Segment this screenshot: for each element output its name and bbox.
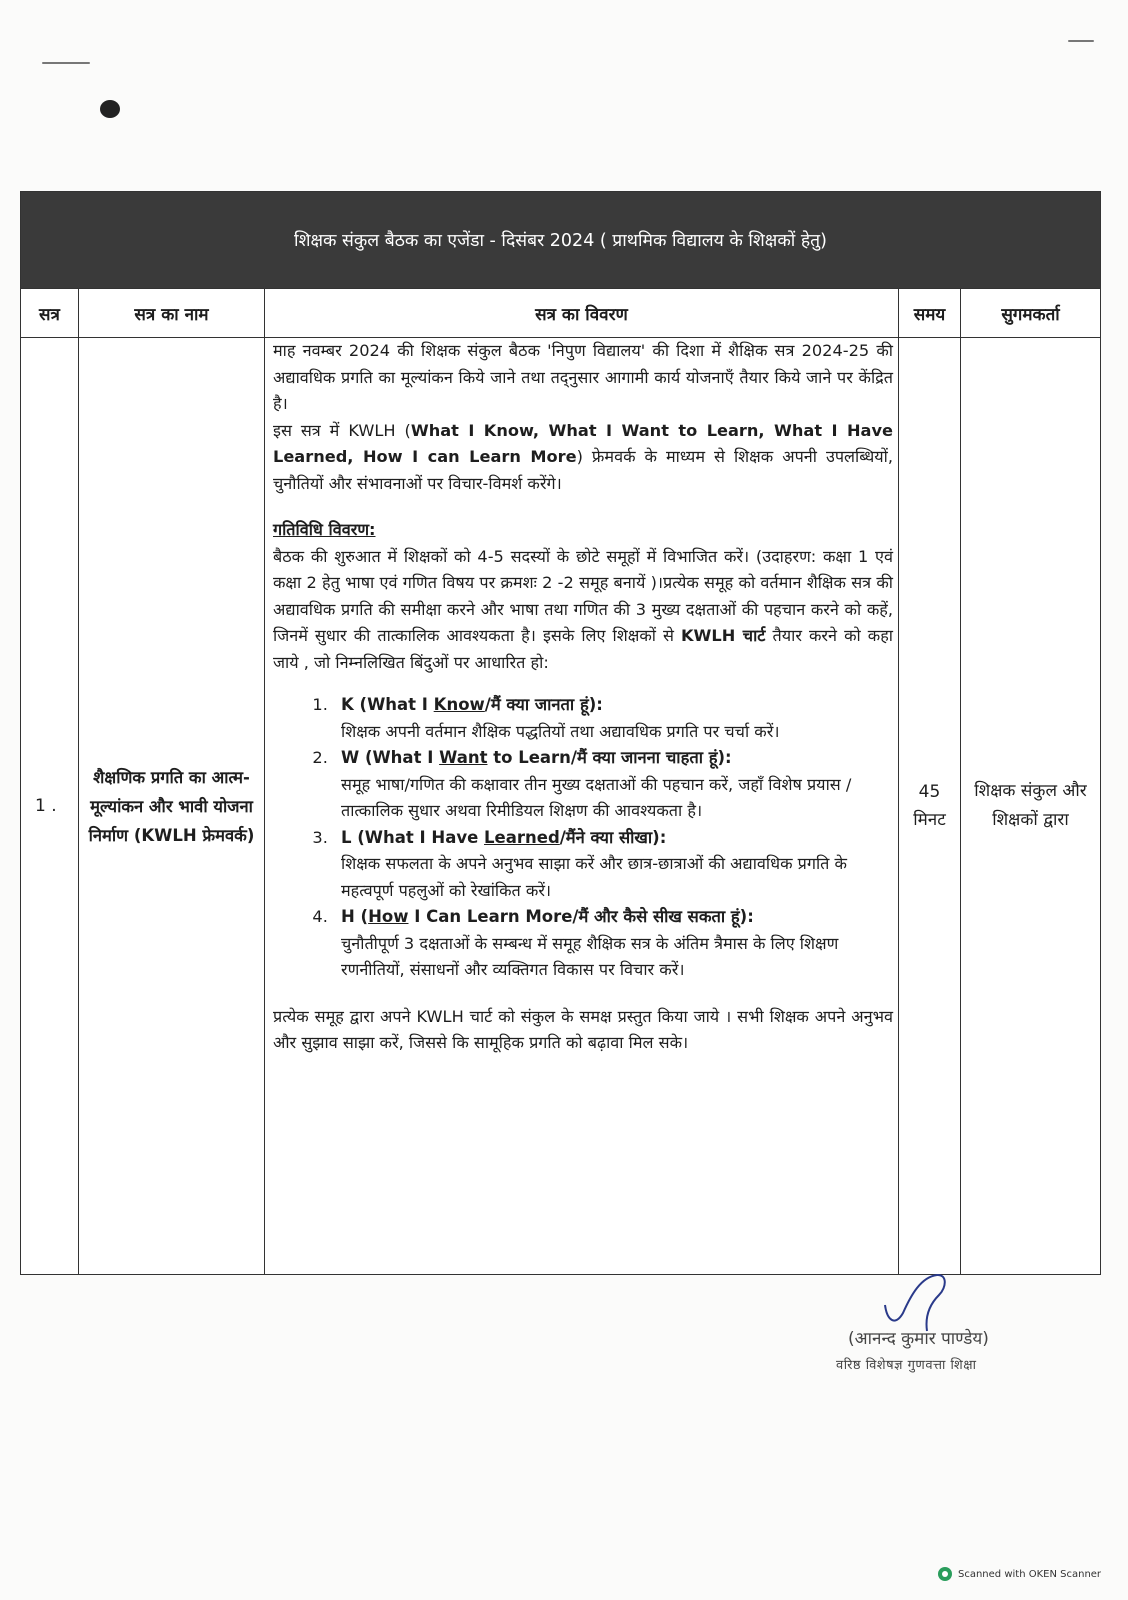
activity-bold: KWLH चार्ट [681, 626, 766, 645]
item-head-rest: to Learn/मैं क्या जानना चाहता हूं): [487, 748, 732, 767]
scan-mark [1068, 40, 1094, 42]
time-unit: मिनट [913, 810, 946, 830]
scanner-logo-icon [938, 1567, 952, 1581]
item-head: L (What I Have [341, 827, 485, 847]
activity-pre: बैठक की शुरुआत में शिक्षकों को 4-5 सदस्यों के छोटे समूहों में विभाजित करें। (उदाहरण: कक्षा 1 एवं कक्षा 2 हेतु भाषा एवं गणित विषय पर क्रमशः 2 -2 समूह बनायें )।प्रत्येक समूह को वर्तमान शैक्षिक सत्र की अद्यावधिक प्रगति की समीक्षा करने और भाषा तथा गणित की 3 मुख्य दक्षताओं की पहचान करने को कहें, जिनमें सुधार की तात्कालिक आवश्यकता है। इसके लिए शिक्षकों से [273, 546, 893, 645]
item-body: चुनौतीपूर्ण 3 दक्षताओं के सम्बन्ध में समूह शैक्षिक सत्र के अंतिम त्रैमास के लिए शिक्षण रणनीतियों, संसाधनों और व्यक्तिगत विकास पर विचार करें। [341, 933, 839, 979]
item-head-underline: Know [433, 695, 485, 714]
list-item [333, 825, 893, 905]
item-head-rest: /मैंने क्या सीखा): [559, 827, 667, 847]
header-facilitator: सुगमकर्ता [961, 289, 1101, 338]
detail-kwlh [273, 418, 893, 498]
session-detail [265, 338, 899, 1275]
item-head-underline: Want [439, 748, 488, 767]
signatory-name: (आनन्द कुमार पाण्डेय) [848, 1329, 989, 1349]
agenda-title: शिक्षक संकुल बैठक का एजेंडा - दिसंबर 2024 ( प्राथमिक विद्यालय के शिक्षकों हेतु) [21, 192, 1101, 289]
time-value: 45 [918, 782, 941, 802]
kwlh-post: ) फ्रेमवर्क के माध्यम से शिक्षक अपनी उपलब्धियों, चुनौतियों और संभावनाओं पर विचार-विमर्श करेंगे। [273, 447, 893, 493]
session-time [899, 338, 961, 1275]
activity-heading: गतिविधि विवरण: [273, 520, 376, 539]
activity-post: तैयार करने को कहा जाये , जो निम्नलिखित बिंदुओं पर आधारित हो: [273, 626, 893, 672]
header-session: सत्र [21, 289, 79, 338]
item-head-rest: I Can Learn More/मैं और कैसे सीख सकता हूं): [408, 907, 754, 926]
signatory-designation: वरिष्ठ विशेषज्ञ गुणवत्ता शिक्षा [836, 1358, 977, 1373]
activity-text [273, 544, 893, 677]
item-head-underline: How [368, 907, 409, 926]
item-head: K (What I [341, 695, 434, 714]
item-body: समूह भाषा/गणित की कक्षावार तीन मुख्य दक्षताओं की पहचान करें, जहाँ विशेष प्रयास /तात्कालिक सुधार अथवा रिमीडियल शिक्षण की आवश्यकता है। [341, 774, 852, 820]
header-time: समय [899, 289, 961, 338]
header-session-detail: सत्र का विवरण [265, 289, 899, 338]
list-item [333, 692, 893, 745]
scan-mark [42, 62, 90, 64]
scan-speck [100, 100, 120, 118]
scanner-watermark [938, 1567, 1101, 1581]
session-number: 1 . [21, 338, 79, 1275]
scanner-text: Scanned with OKEN Scanner [958, 1568, 1102, 1580]
list-item [333, 745, 893, 825]
item-body: शिक्षक अपनी वर्तमान शैक्षिक पद्धतियों तथा अद्यावधिक प्रगति पर चर्चा करें। [341, 721, 780, 741]
item-head: H ( [341, 907, 369, 926]
list-item [333, 904, 893, 984]
item-body: शिक्षक सफलता के अपने अनुभव साझा करें और छात्र-छात्राओं की अद्यावधिक प्रगति के महत्वपूर्ण पहलुओं को रेखांकित करें। [341, 854, 847, 900]
item-head: W (What I [341, 748, 440, 767]
session-name: शैक्षणिक प्रगति का आत्म-मूल्यांकन और भावी योजना निर्माण (KWLH फ्रेमवर्क) [79, 338, 265, 1275]
kwlh-bold: What I Know, What I Want to Learn, What I Have Learned, How I can Learn More [273, 420, 893, 466]
signature-mark [855, 1265, 965, 1335]
session-facilitator: शिक्षक संकुल और शिक्षकों द्वारा [961, 338, 1101, 1275]
item-head-underline: Learned [484, 827, 560, 847]
header-session-name: सत्र का नाम [79, 289, 265, 338]
kwlh-pre: इस सत्र में KWLH ( [273, 420, 411, 440]
detail-intro: माह नवम्बर 2024 की शिक्षक संकुल बैठक 'निपुण विद्यालय' की दिशा में शैक्षिक सत्र 2024-25 की अद्यावधिक प्रगति का मूल्यांकन किये जाने तथा तद्नुसार आगामी कार्य योजनाएँ तैयार किये जाने पर केंद्रित है। [273, 341, 893, 413]
item-head-rest: /मैं क्या जानता हूं): [484, 695, 603, 714]
agenda-table [20, 191, 1101, 1275]
kwlh-list [273, 692, 893, 984]
detail-closing: प्रत्येक समूह द्वारा अपने KWLH चार्ट को संकुल के समक्ष प्रस्तुत किया जाये । सभी शिक्षक अपने अनुभव और सुझाव साझा करें, जिससे कि सामूहिक प्रगति को बढ़ावा मिल सके। [273, 1006, 893, 1052]
